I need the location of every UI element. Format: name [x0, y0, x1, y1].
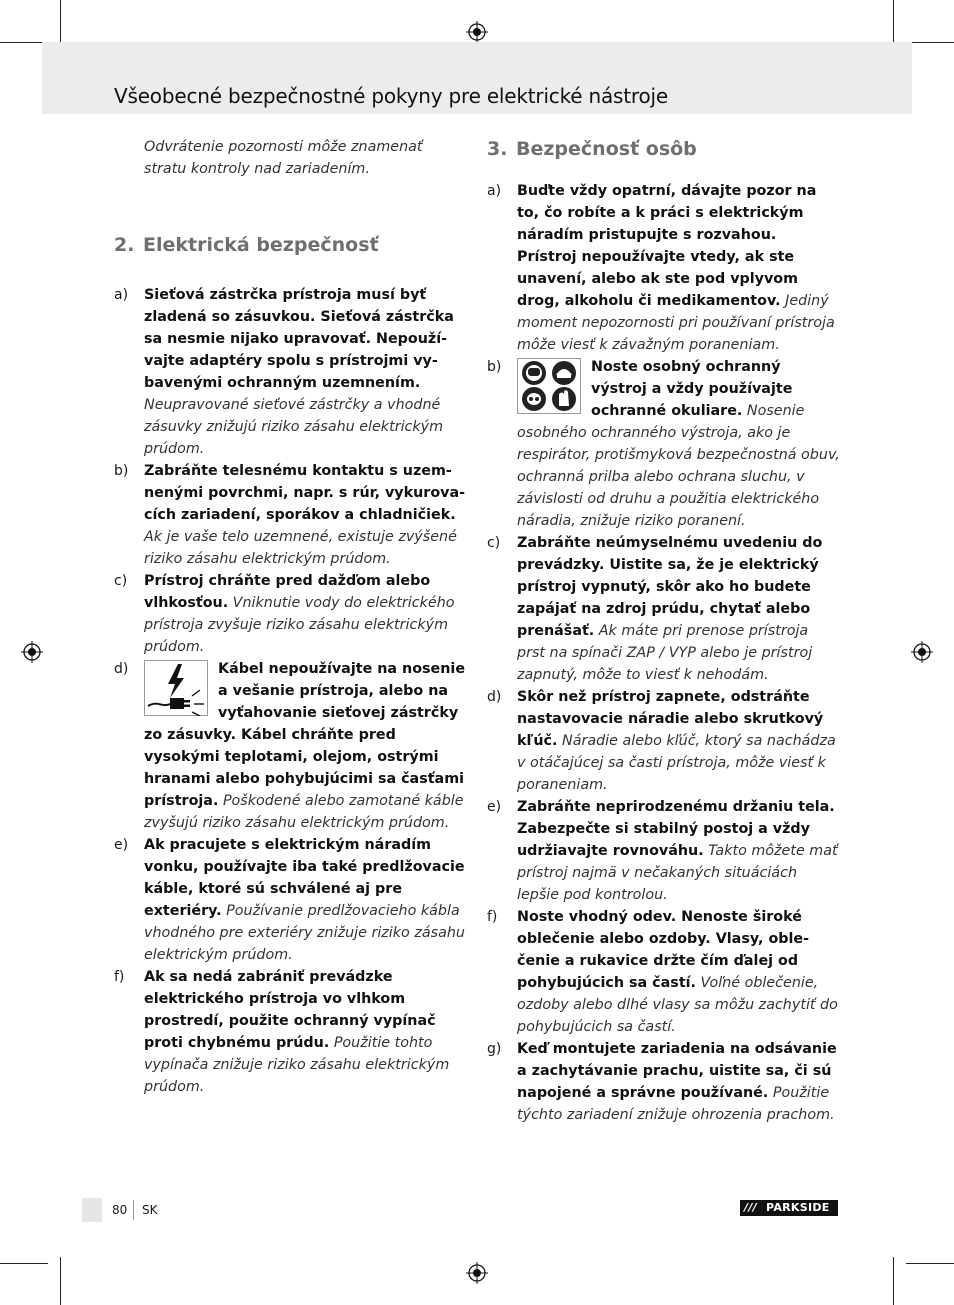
parkside-logo	[740, 1200, 838, 1216]
item-label: c)	[114, 573, 128, 589]
registration-mark-icon	[21, 641, 43, 663]
item-bold-text: Kábel nepoužívajte na nosenie a vešanie prístroja, alebo na vyťahovanie sieťovej zástrčky zo zásuvky. Kábel chráňte pred vysokými teplotami, olejom, ostrými hranami alebo pohybujúcimi sa časťami prístroja.	[144, 661, 466, 809]
list-item	[114, 966, 466, 1098]
page-number: 80	[112, 1203, 128, 1217]
crop-mark	[906, 1263, 954, 1264]
item-label: g)	[487, 1041, 502, 1057]
logo-mark: ///	[744, 1201, 757, 1214]
list-item	[487, 532, 840, 686]
list-item	[114, 570, 466, 658]
item-italic-text: Voľné oblečenie, ozdoby alebo dlhé vlasy sa môžu zachytiť do pohybujúcich sa častí.	[517, 975, 838, 1035]
item-bold-text: Sieťová zástrčka prístroja musí byť zladená so zásuvkou. Sieťová zástrčka sa nesmie nijako upravovať. Nepoužívajte adaptéry spolu s prístrojmi vybavenými ochranným uzemnením.	[144, 287, 454, 391]
item-bold-text: Prístroj chráňte pred dažďom alebo vlhkosťou.	[144, 573, 431, 611]
section-heading	[114, 232, 466, 258]
item-italic-text: Ak je vaše telo uzemnené, existuje zvýšené riziko zásahu elektrickým prúdom.	[144, 529, 457, 567]
item-italic-text: Použitie týchto zariadení znižuje ohrozenia prachom.	[517, 1085, 835, 1123]
registration-mark-icon	[466, 1262, 488, 1284]
crop-mark	[906, 42, 954, 43]
crop-mark	[893, 0, 894, 48]
crop-mark	[0, 42, 48, 43]
item-italic-text: Použitie tohto vypínača znižuje riziko zásahu elektrickým prúdom.	[144, 1035, 450, 1095]
item-italic-text: Poškodené alebo zamotané káble zvyšujú riziko zásahu elektrickým prúdom.	[144, 793, 464, 831]
item-bold-text: Keď montujete zariadenia na odsávanie a zachytávanie prachu, uistite sa, či sú napojené a správne používané.	[517, 1041, 837, 1101]
item-label: b)	[487, 359, 502, 375]
language-code: SK	[142, 1203, 158, 1217]
list-item	[487, 356, 840, 532]
list-item	[487, 796, 840, 906]
item-bold-text: Ak pracujete s elektrickým náradím vonku, používajte iba také predlžovacie káble, ktoré sú schválené aj pre exteriéry.	[144, 837, 465, 919]
section-title: Elektrická bezpečnosť	[143, 234, 379, 256]
logo-text: PARKSIDE	[766, 1201, 830, 1214]
list-item	[487, 906, 840, 1038]
item-italic-text: Ak máte pri prenose prístroja prst na spínači ZAP / VYP alebo je prístroj zapnutý, môže to viesť k nehodám.	[517, 623, 813, 683]
registration-mark-icon	[911, 641, 933, 663]
item-label: d)	[114, 661, 129, 677]
item-italic-text: Takto môžete mať prístroj najmä v nečakaných situáciách lepšie pod kontrolou.	[517, 843, 838, 903]
list-item	[114, 658, 466, 834]
crop-mark	[60, 1257, 61, 1305]
item-bold-text: Zabráňte telesnému kontaktu s uzemnenými povrchmi, napr. s rúr, vykurovacích zariadení, sporákov a chladničiek.	[144, 463, 466, 523]
cable-warning-icon	[144, 660, 208, 716]
item-bold-text: Buďte vždy opatrní, dávajte pozor na to, čo robíte a k práci s elektrickým náradím pristupujte s rozvahou. Prístroj nepoužívajte vtedy, ak ste unavení, alebo ak ste pod vplyvom drog, alkoholu či medikamentov.	[517, 183, 817, 309]
item-label: b)	[114, 463, 129, 479]
item-bold-text: Noste osobný ochranný výstroj a vždy používajte ochranné okuliare.	[591, 359, 793, 419]
intro-text: Odvrátenie pozornosti môže znamenať stratu kontroly nad zariadením.	[144, 139, 423, 177]
footer-marker	[82, 1198, 102, 1222]
item-bold-text: Ak sa nedá zabrániť prevádzke elektrického prístroja vo vlhkom prostredí, použite ochranný vypínač proti chybnému prúdu.	[144, 969, 436, 1051]
crop-mark	[60, 0, 61, 48]
list-item	[114, 460, 466, 570]
footer-divider	[133, 1200, 134, 1220]
item-label: a)	[487, 183, 502, 199]
right-column	[487, 136, 840, 1126]
list-item	[487, 180, 840, 356]
section-heading	[487, 136, 840, 162]
section-number: 3.	[487, 138, 508, 160]
list-item	[114, 834, 466, 966]
left-column	[114, 136, 466, 1098]
item-label: c)	[487, 535, 501, 551]
item-label: a)	[114, 287, 129, 303]
crop-mark	[0, 1263, 48, 1264]
item-label: e)	[487, 799, 502, 815]
item-bold-text: Zabráňte neúmyselnému uvedeniu do prevádzky. Uistite sa, že je elektrický prístroj vypnutý, skôr ako ho budete zapájať na zdroj prúdu, chytať alebo prenášať.	[517, 535, 823, 639]
item-label: f)	[487, 909, 498, 925]
registration-mark-icon	[466, 21, 488, 43]
page-title: Všeobecné bezpečnostné pokyny pre elektrické nástroje	[114, 84, 668, 108]
item-bold-text: Zabráňte neprirodzenému držaniu tela. Zabezpečte si stabilný postoj a vždy udržiavajte rovnováhu.	[517, 799, 835, 859]
item-italic-text: Náradie alebo kľúč, ktorý sa nachádza v otáčajúcej sa časti prístroja, môže viesť k poraneniam.	[517, 733, 836, 793]
item-italic-text: Používanie predlžovacieho kábla vhodného pre exteriéry znižuje riziko zásahu elektrickým prúdom.	[144, 903, 465, 963]
item-label: f)	[114, 969, 125, 985]
protective-gear-icon	[517, 358, 581, 414]
list-item	[114, 284, 466, 460]
item-bold-text: Noste vhodný odev. Nenoste široké oblečenie alebo ozdoby. Vlasy, oblečenie a rukavice držte čím ďalej od pohybujúcich sa častí.	[517, 909, 810, 991]
item-label: d)	[487, 689, 502, 705]
list-item	[487, 686, 840, 796]
item-label: e)	[114, 837, 129, 853]
list-item	[487, 1038, 840, 1126]
item-italic-text: Nosenie osobného ochranného výstroja, ako je respirátor, protišmyková bezpečnostná obuv, ochranná prilba alebo ochrana sluchu, v závislosti od druhu a použitia elektrického náradia, znižuje riziko poranení.	[517, 403, 840, 529]
section-title: Bezpečnosť osôb	[516, 138, 697, 160]
item-italic-text: Neupravované sieťové zástrčky a vhodné zásuvky znižujú riziko zásahu elektrickým prúdom.	[144, 397, 444, 457]
crop-mark	[893, 1257, 894, 1305]
section-number: 2.	[114, 234, 135, 256]
item-italic-text: Jediný moment nepozornosti pri používaní prístroja môže viesť k závažným poraneniam.	[517, 293, 835, 353]
item-bold-text: Skôr než prístroj zapnete, odstráňte nastavovacie náradie alebo skrutkový kľúč.	[517, 689, 824, 749]
item-italic-text: Vniknutie vody do elektrického prístroja zvyšuje riziko zásahu elektrickým prúdom.	[144, 595, 455, 655]
